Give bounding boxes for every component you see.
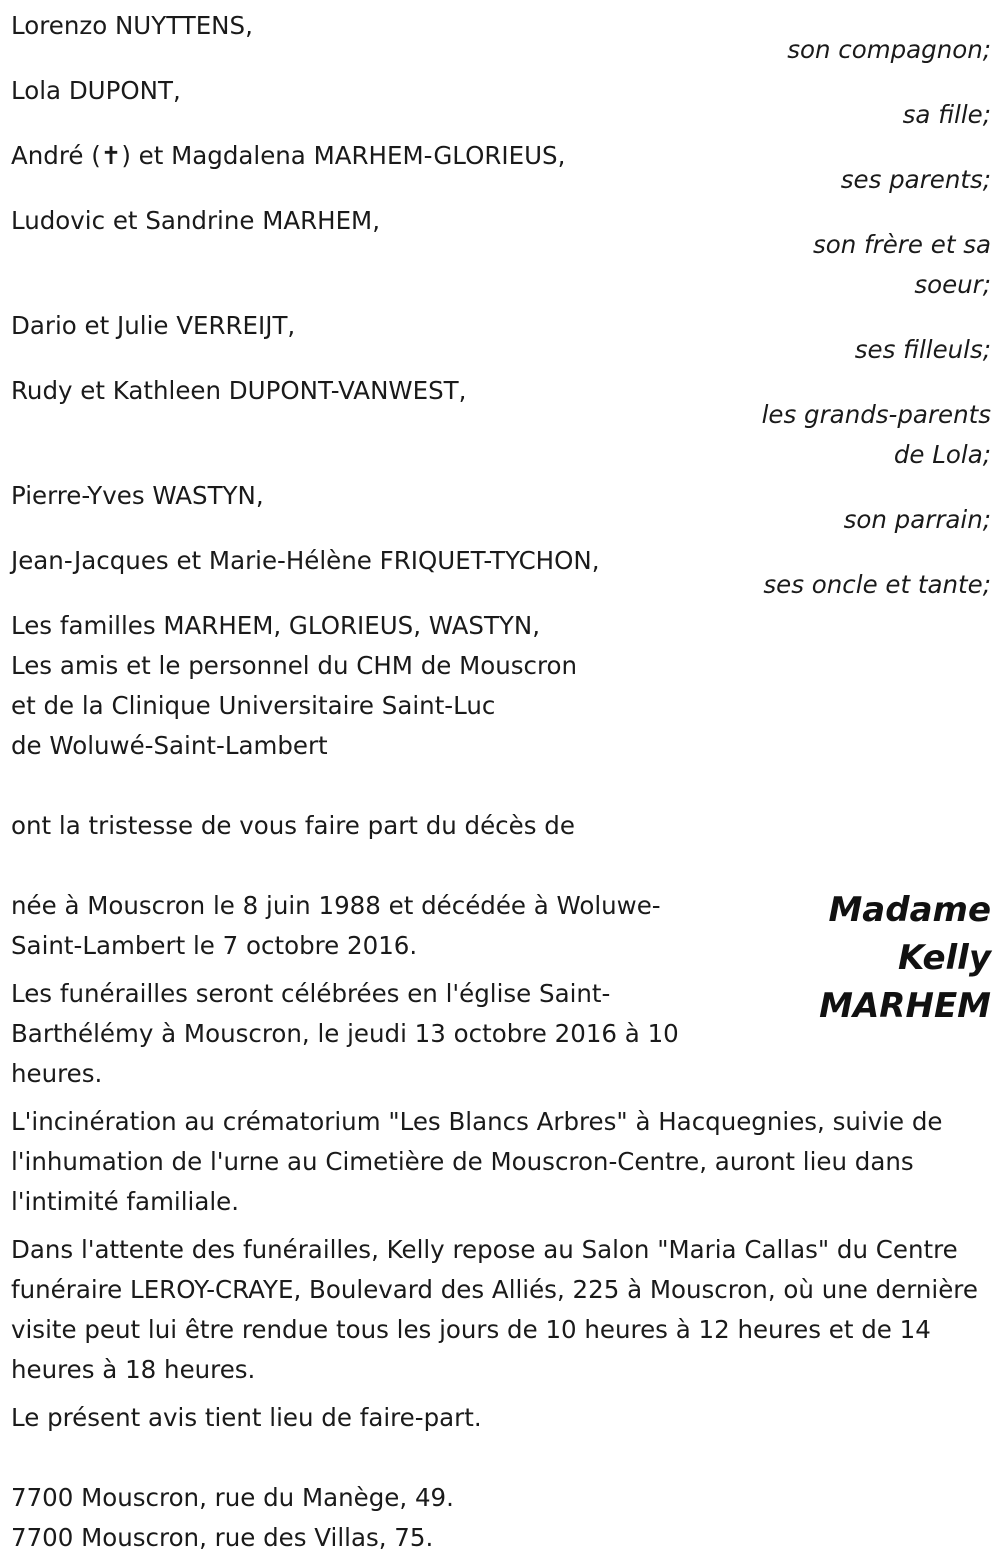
mourners-list <box>11 6 991 605</box>
mourner-entry <box>11 201 991 305</box>
address-line: 7700 Mouscron, rue des Villas, 75. <box>11 1523 434 1552</box>
visitation-text: Dans l'attente des funérailles, Kelly repose au Salon "Maria Callas" du Centre funéraire LEROY-CRAYE, Boulevard des Alliés, 225 à Mouscron, où une dernière visite peut lui être rendue tous les jours de 10 heures à 12 heures et de 14 heures à 18 heures. <box>11 1235 978 1384</box>
mourner-name: André (✝) et Magdalena MARHEM-GLORIEUS, <box>11 141 566 170</box>
mourner-entry <box>11 71 991 135</box>
families-line: de Woluwé-Saint-Lambert <box>11 731 328 760</box>
mourner-name: Rudy et Kathleen DUPONT-VANWEST, <box>11 376 467 405</box>
mourner-entry <box>11 306 991 370</box>
deceased-section <box>11 886 991 1438</box>
mourner-name: Lorenzo NUYTTENS, <box>11 11 253 40</box>
mourner-entry <box>11 6 991 70</box>
mourner-entry <box>11 541 991 605</box>
families-line: Les amis et le personnel du CHM de Mouscron <box>11 651 578 680</box>
families-block <box>11 606 991 766</box>
cremation-text: L'incinération au crématorium "Les Blancs Arbres" à Hacquegnies, suivie de l'inhumation de l'urne au Cimetière de Mouscron-Centre, auront lieu dans l'intimité familiale. <box>11 1107 943 1216</box>
mourner-entry <box>11 371 991 475</box>
deceased-last-name: MARHEM <box>819 986 991 1026</box>
mourner-relation: sa fille; <box>902 100 991 129</box>
mourner-relation: son frère et sa soeur; <box>812 230 991 299</box>
announcement: ont la tristesse de vous faire part du décès de <box>11 811 575 840</box>
deceased-name <box>791 886 991 1030</box>
mourner-name: Pierre-Yves WASTYN, <box>11 481 264 510</box>
mourner-name: Jean-Jacques et Marie-Hélène FRIQUET-TYCHON, <box>11 546 600 575</box>
mourner-name: Ludovic et Sandrine MARHEM, <box>11 206 380 235</box>
birth-death-text: née à Mouscron le 8 juin 1988 et décédée à Woluwe-Saint-Lambert le 7 octobre 2016. <box>11 891 661 960</box>
mourner-relation: ses oncle et tante; <box>763 570 991 599</box>
mourner-relation: son parrain; <box>843 505 991 534</box>
mourner-relation: ses filleuls; <box>854 335 991 364</box>
mourner-entry <box>11 136 991 200</box>
families-line: et de la Clinique Universitaire Saint-Luc <box>11 691 496 720</box>
obituary-page <box>11 6 991 1558</box>
deceased-details <box>11 886 731 1094</box>
mourner-relation: les grands-parents de Lola; <box>761 400 991 469</box>
funeral-text: Les funérailles seront célébrées en l'église Saint-Barthélémy à Mouscron, le jeudi 13 octobre 2016 à 10 heures. <box>11 979 679 1088</box>
mourner-name: Lola DUPONT, <box>11 76 181 105</box>
deceased-first-name: Kelly <box>897 938 991 978</box>
mourner-name: Dario et Julie VERREIJT, <box>11 311 296 340</box>
notice-text: Le présent avis tient lieu de faire-part. <box>11 1403 482 1432</box>
mourner-relation: son compagnon; <box>787 35 991 64</box>
mourner-relation: ses parents; <box>840 165 991 194</box>
families-line: Les familles MARHEM, GLORIEUS, WASTYN, <box>11 611 541 640</box>
deceased-title: Madame <box>828 890 991 930</box>
additional-info <box>11 1102 991 1438</box>
mourner-entry <box>11 476 991 540</box>
address-line: 7700 Mouscron, rue du Manège, 49. <box>11 1483 454 1512</box>
addresses-block <box>11 1478 991 1558</box>
